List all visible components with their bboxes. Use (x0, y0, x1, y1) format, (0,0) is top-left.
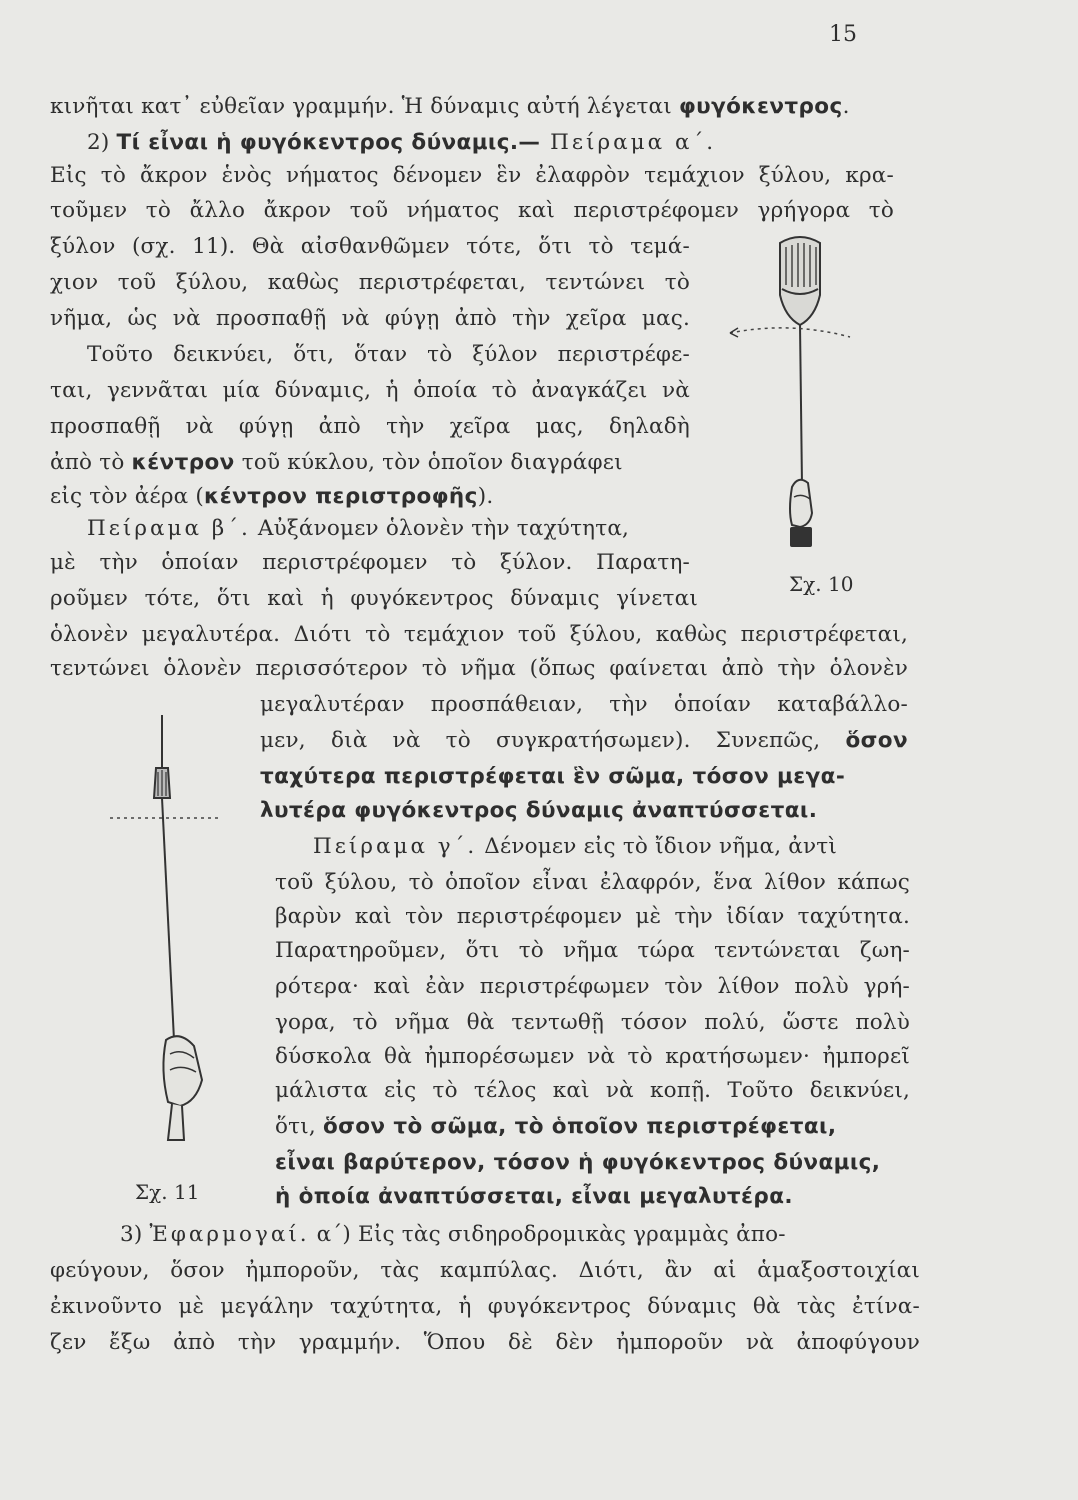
section-title: Τί εἶναι ἡ φυγόκεντρος δύναμις.— (116, 130, 541, 155)
text-line: ρότερα· καὶ ἐὰν περιστρέφωμεν τὸν λίθον πολὺ γρή- (275, 974, 910, 999)
text-span: α΄) Εἰς τὰς σιδηροδρομικὰς γραμμὰς ἀπο- (309, 1222, 786, 1247)
experiment-label: Πείραμα β΄. (87, 516, 251, 541)
text-line (313, 834, 837, 860)
text-span: ἀπὸ τὸ (50, 450, 132, 475)
arrow-icon (730, 328, 738, 337)
figure-10-caption: Σχ. 10 (789, 572, 854, 596)
section-heading (87, 130, 716, 156)
wood-block-icon (780, 237, 820, 325)
experiment-label: Πείραμα γ΄. (313, 834, 478, 859)
text-span: τοῦ κύκλου, τὸν ὁποῖον διαγράφει (234, 450, 623, 475)
experiment-label: Πείραμα α΄. (540, 130, 717, 155)
bold-statement: λυτέρα φυγόκεντρος δύναμις ἀναπτύσσεται. (260, 798, 818, 823)
text-line: δύσκολα θὰ ἠμπορέσωμεν νὰ τὸ κρατήσωμεν· ἠμπορεῖ (275, 1044, 910, 1069)
string-line (162, 798, 174, 1040)
text-span: ). (477, 484, 494, 509)
text-line (50, 94, 890, 120)
bold-term: κέντρον (131, 450, 235, 475)
bold-statement: ἡ ὁποία ἀναπτύσσεται, εἶναι μεγαλυτέρα. (275, 1184, 793, 1209)
bold-statement: εἶναι βαρύτερον, τόσον ἡ φυγόκεντρος δύναμις, (275, 1150, 881, 1175)
text-line: ροῦμεν τότε, ὅτι καὶ ἡ φυγόκεντρος δύναμις γίνεται (50, 586, 698, 611)
section-title: Ἐφαρμογαί. (149, 1222, 310, 1247)
text-line: βαρὺν καὶ τὸν περιστρέφομεν μὲ τὴν ἰδίαν ταχύτητα. (275, 904, 910, 929)
text-line: Παρατηροῦμεν, ὅτι τὸ νῆμα τώρα τεντώνεται ζωη- (275, 938, 910, 963)
text-span: μεν, διὰ νὰ τὸ συγκρατήσωμεν). Συνεπῶς, (260, 728, 846, 753)
text-line: Εἰς τὸ ἄκρον ἑνὸς νήματος δένομεν ἓν ἐλαφρὸν τεμάχιον ξύλου, κρα- (50, 163, 894, 188)
text-span: . (842, 94, 850, 119)
figure-11-illustration (110, 710, 240, 1180)
bold-term: κέντρον περιστροφῆς (204, 484, 478, 509)
text-line: μεγαλυτέραν προσπάθειαν, τὴν ὁποίαν καταβάλλο- (260, 692, 908, 717)
page-number: 15 (829, 22, 857, 47)
wood-block-icon (154, 768, 170, 798)
text-line (120, 1222, 786, 1248)
text-line: μὲ τὴν ὁποίαν περιστρέφομεν τὸ ξύλον. Παρατη- (50, 550, 690, 575)
text-span: εἰς τὸν ἀέρα ( (50, 484, 205, 509)
figure-10-illustration (720, 225, 870, 565)
text-line: ται, γεννᾶται μία δύναμις, ἡ ὁποία τὸ ἀναγκάζει νὰ (50, 378, 690, 403)
hand-icon (163, 1036, 202, 1140)
bold-statement: ὅσον τὸ σῶμα, τὸ ὁποῖον περιστρέφεται, (322, 1114, 837, 1139)
text-line: προσπαθῇ νὰ φύγῃ ἀπὸ τὴν χεῖρα μας, δηλαδὴ (50, 414, 690, 439)
text-span: κινῆται κατ᾽ εὐθεῖαν γραμμήν. Ἡ δύναμις αὐτή λέγεται (50, 94, 679, 119)
text-line: ξύλον (σχ. 11). Θὰ αἰσθανθῶμεν τότε, ὅτι τὸ τεμά- (50, 234, 690, 259)
text-span: Αὐξάνομεν ὁλονὲν τὴν ταχύτητα, (250, 516, 630, 541)
text-line: ζεν ἔξω ἀπὸ τὴν γραμμήν. Ὅπου δὲ δὲν ἠμποροῦν νὰ ἀποφύγουν (50, 1330, 920, 1355)
text-line: μάλιστα εἰς τὸ τέλος καὶ νὰ κοπῇ. Τοῦτο δεικνύει, (275, 1078, 910, 1103)
string-line (800, 325, 802, 485)
text-line (50, 484, 493, 510)
text-line: γορα, τὸ νῆμα θὰ τεντωθῇ τόσον πολύ, ὥστε πολὺ (275, 1010, 910, 1035)
text-line (275, 1114, 836, 1140)
text-line: νῆμα, ὡς νὰ προσπαθῇ νὰ φύγῃ ἀπὸ τὴν χεῖρα μας. (50, 306, 690, 331)
text-line: φεύγουν, ὅσον ἠμποροῦν, τὰς καμπύλας. Διότι, ἂν αἱ ἁμαξοστοιχίαι (50, 1258, 920, 1283)
bold-term: ὅσον (845, 728, 908, 753)
text-line: τοῦ ξύλου, τὸ ὁποῖον εἶναι ἐλαφρόν, ἕνα λίθον κάπως (275, 870, 910, 895)
text-line: ἐκινοῦντο μὲ μεγάλην ταχύτητα, ἡ φυγόκεντρος δύναμις θὰ τὰς ἐτίνα- (50, 1294, 920, 1319)
bold-statement: ταχύτερα περιστρέφεται ἓν σῶμα, τόσον μεγα- (260, 764, 846, 789)
section-number: 2) (87, 130, 117, 155)
text-line: χιον τοῦ ξύλου, καθὼς περιστρέφεται, τεντώνει τὸ (50, 270, 690, 295)
text-line: τεντώνει ὁλονὲν περισσότερον τὸ νῆμα (ὅπως φαίνεται ἀπὸ τὴν ὁλονὲν (50, 656, 908, 681)
section-number: 3) (120, 1222, 150, 1247)
text-line: ὁλονὲν μεγαλυτέρα. Διότι τὸ τεμάχιον τοῦ ξύλου, καθὼς περιστρέφεται, (50, 622, 908, 647)
bold-term: φυγόκεντρος (678, 94, 843, 119)
text-line (260, 728, 908, 754)
text-line (50, 450, 623, 476)
hand-icon (790, 480, 812, 547)
text-span: Δένομεν εἰς τὸ ἴδιον νῆμα, ἀντὶ (477, 834, 837, 859)
text-span: ὅτι, (275, 1114, 323, 1139)
figure-11-caption: Σχ. 11 (135, 1180, 200, 1204)
text-line: τοῦμεν τὸ ἄλλο ἄκρον τοῦ νήματος καὶ περιστρέφομεν γρήγορα τὸ (50, 198, 894, 223)
text-line (87, 516, 629, 542)
text-line: Τοῦτο δεικνύει, ὅτι, ὅταν τὸ ξύλον περιστρέφε- (87, 342, 690, 367)
rotation-path (730, 328, 850, 337)
